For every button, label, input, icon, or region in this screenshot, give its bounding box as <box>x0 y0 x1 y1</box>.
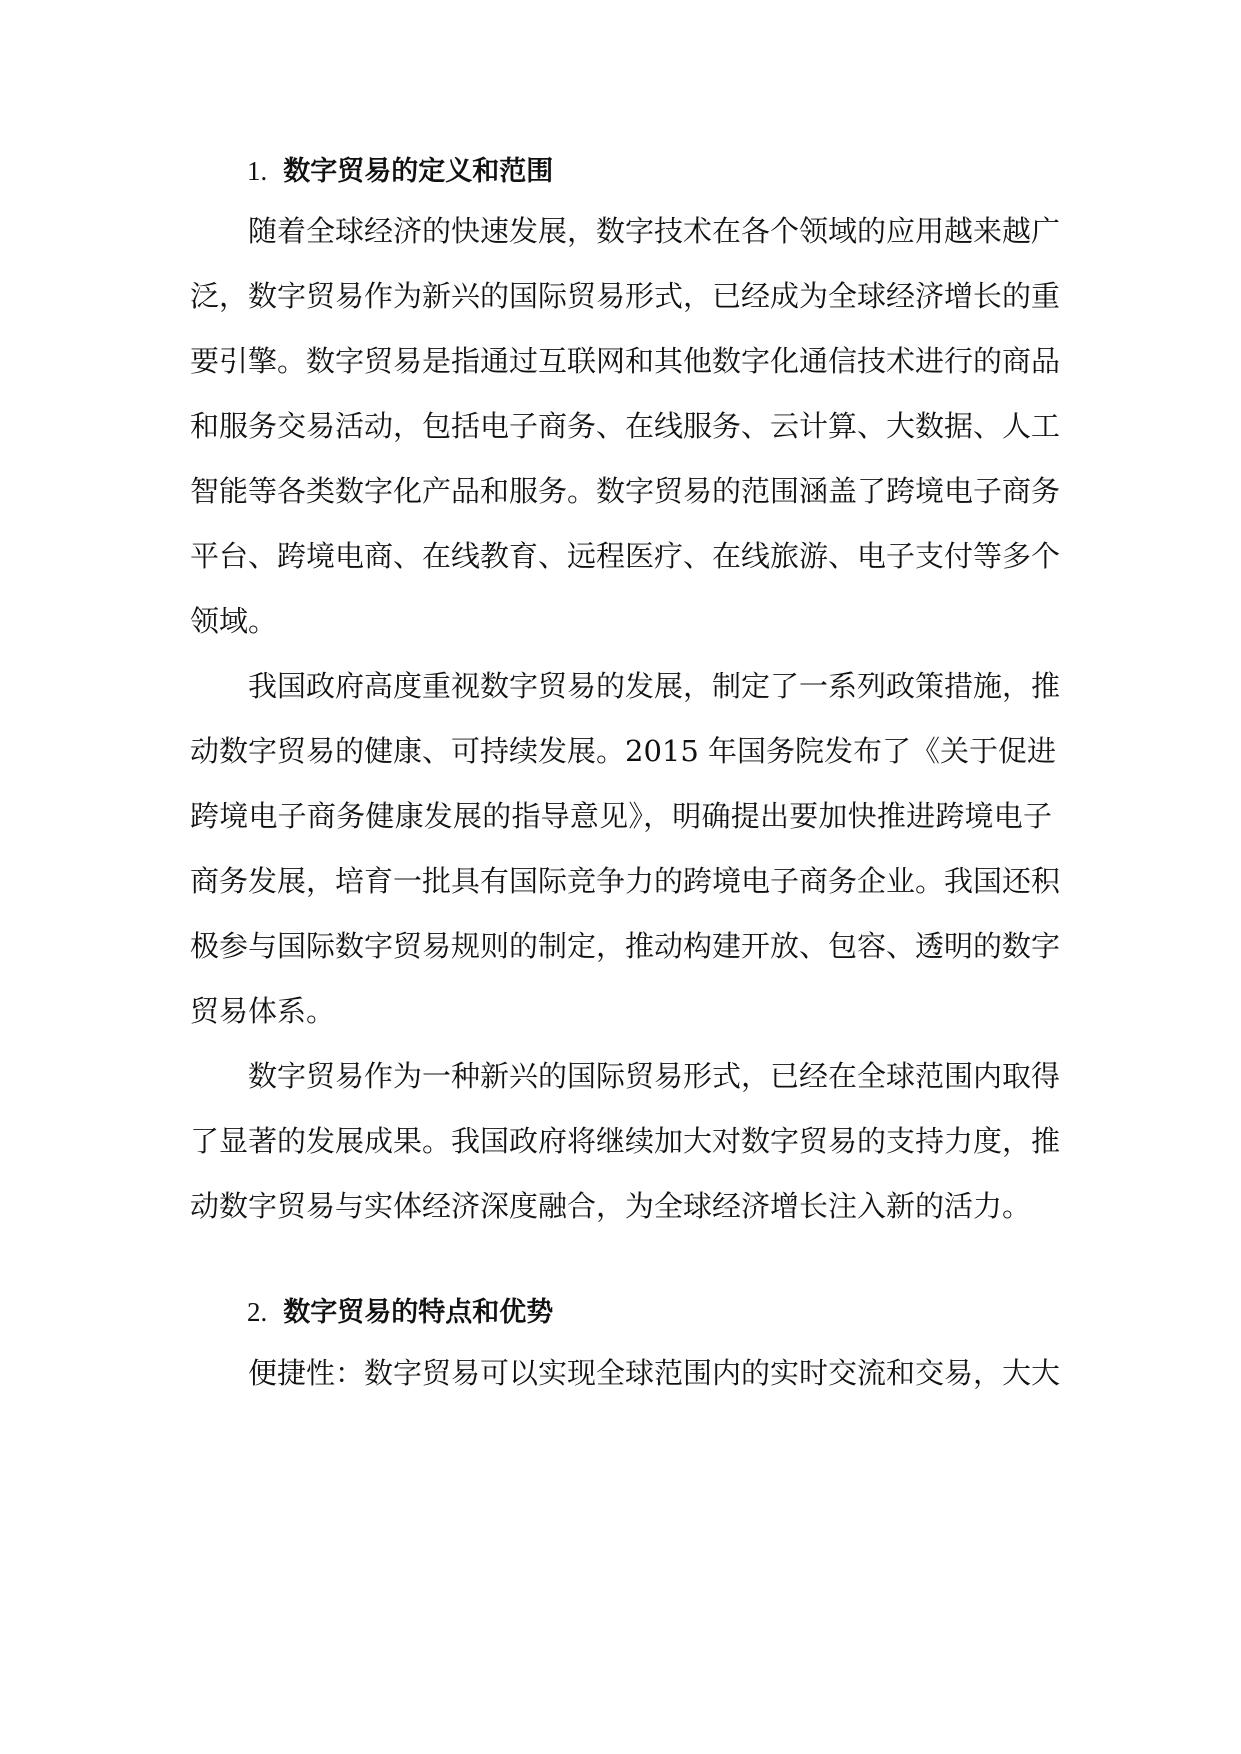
section-number-1: 1. <box>247 156 268 186</box>
paragraph-line: 极参与国际数字贸易规则的制定，推动构建开放、包容、透明的数字 <box>190 929 1061 963</box>
paragraph-line: 随着全球经济的快速发展，数字技术在各个领域的应用越来越广 <box>248 214 1061 248</box>
paragraph-line: 泛，数字贸易作为新兴的国际贸易形式，已经成为全球经济增长的重 <box>190 279 1061 313</box>
section-number-2: 2. <box>247 1297 268 1327</box>
paragraph-line: 商务发展，培育一批具有国际竞争力的跨境电子商务企业。我国还积 <box>190 864 1061 898</box>
paragraph-line: 我国政府高度重视数字贸易的发展，制定了一系列政策措施，推 <box>248 669 1061 703</box>
paragraph-line: 跨境电子商务健康发展的指导意见》，明确提出要加快推进跨境电子 <box>190 799 1052 833</box>
section-heading-1 <box>247 151 1047 192</box>
section-title-2: 数字贸易的特点和优势 <box>283 1297 554 1328</box>
paragraph-line: 便捷性：数字贸易可以实现全球范围内的实时交流和交易，大大 <box>248 1356 1061 1390</box>
section-heading-2 <box>247 1292 1047 1333</box>
paragraph-line: 要引擎。数字贸易是指通过互联网和其他数字化通信技术进行的商品 <box>190 344 1061 378</box>
paragraph-line: 了显著的发展成果。我国政府将继续加大对数字贸易的支持力度，推 <box>190 1124 1061 1158</box>
paragraph-line: 和服务交易活动，包括电子商务、在线服务、云计算、大数据、人工 <box>190 409 1061 443</box>
paragraph-line: 动数字贸易的健康、可持续发展。2015 年国务院发布了《关于促进 <box>190 734 1057 768</box>
paragraph-line: 动数字贸易与实体经济深度融合，为全球经济增长注入新的活力。 <box>190 1189 1032 1223</box>
paragraph-line: 智能等各类数字化产品和服务。数字贸易的范围涵盖了跨境电子商务 <box>190 474 1061 508</box>
paragraph-line: 领域。 <box>190 604 278 638</box>
section-title-1: 数字贸易的定义和范围 <box>283 156 554 187</box>
paragraph-line: 贸易体系。 <box>190 994 336 1028</box>
paragraph-line: 平台、跨境电商、在线教育、远程医疗、在线旅游、电子支付等多个 <box>190 539 1061 573</box>
paragraph-line: 数字贸易作为一种新兴的国际贸易形式，已经在全球范围内取得 <box>248 1059 1061 1093</box>
